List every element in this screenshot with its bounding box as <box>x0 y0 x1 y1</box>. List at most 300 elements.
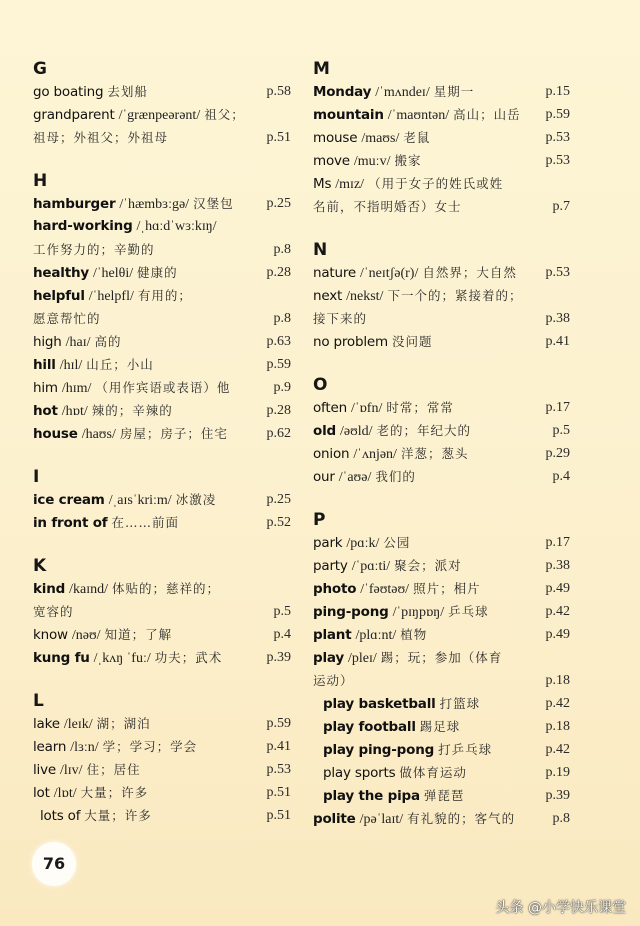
glossary-entry <box>33 488 291 511</box>
page-reference: p.18 <box>545 719 570 734</box>
entry-line <box>33 376 291 399</box>
section-gap <box>33 445 291 466</box>
chinese-meaning: 没问题 <box>391 334 433 349</box>
section-gap <box>33 669 291 690</box>
entry-line <box>313 442 570 465</box>
glossary-entry <box>313 600 570 623</box>
headword: hamburger <box>33 196 116 212</box>
entry-line-continued <box>313 307 570 330</box>
headword: house <box>33 426 78 442</box>
page-reference: p.53 <box>545 265 570 280</box>
chinese-meaning: 搬家 <box>394 153 422 168</box>
entry-line <box>313 149 570 172</box>
page-reference: p.51 <box>266 785 291 800</box>
glossary-entry <box>313 330 570 353</box>
page-reference: p.39 <box>545 788 570 803</box>
phonetic: /pɑːk/ <box>346 536 380 551</box>
entry-line <box>313 396 570 419</box>
headword: lot <box>33 785 50 801</box>
chinese-meaning: 冰激凌 <box>175 492 217 507</box>
page-reference: p.28 <box>266 403 291 418</box>
page-reference: p.8 <box>273 311 291 326</box>
glossary-entry <box>33 781 291 804</box>
section-letter: I <box>33 467 40 487</box>
glossary-entry <box>313 284 570 330</box>
entry-line <box>33 422 291 445</box>
chinese-meaning: 住；居住 <box>86 762 141 777</box>
page-number-badge: 76 <box>32 842 76 886</box>
letter-section-m <box>313 58 570 218</box>
chinese-meaning: 踢足球 <box>419 719 461 734</box>
headword: ice cream <box>33 492 105 508</box>
chinese-meaning: 公园 <box>383 535 411 550</box>
glossary-entry <box>313 442 570 465</box>
glossary-entry <box>313 531 570 554</box>
chinese-meaning: 星期一 <box>433 84 475 99</box>
page-reference: p.4 <box>552 469 570 484</box>
section-letter: K <box>33 556 47 576</box>
glossary-entry <box>313 761 570 784</box>
phonetic: /ˈɒfn/ <box>350 401 383 416</box>
chinese-meaning: 祖父； <box>204 107 245 122</box>
section-gap <box>33 534 291 555</box>
phonetic: /ˈmaʊntən/ <box>387 108 450 123</box>
chinese-meaning: 山丘；小山 <box>86 357 154 372</box>
chinese-meaning-continued: 宽容的 <box>33 604 74 619</box>
glossary-entry <box>33 103 291 149</box>
entry-line <box>313 261 570 284</box>
phonetic: /nekst/ <box>346 289 384 304</box>
page-reference: p.25 <box>266 492 291 507</box>
phonetic: /ˌaɪsˈkriːm/ <box>108 493 172 508</box>
phonetic: /ˌhɑːdˈwɜːkɪŋ/ <box>136 219 217 234</box>
glossary-entry <box>313 103 570 126</box>
phonetic: /ˈfəʊtəʊ/ <box>360 582 410 597</box>
headword: kung fu <box>33 650 90 666</box>
glossary-entry <box>313 465 570 488</box>
glossary-entry <box>313 80 570 103</box>
headword: him <box>33 380 58 396</box>
phonetic: /haɪ/ <box>65 335 91 350</box>
glossary-entry <box>313 692 570 715</box>
chinese-meaning: 洋葱；葱头 <box>400 446 469 461</box>
right-column <box>313 58 570 830</box>
chinese-meaning: 老鼠 <box>403 130 431 145</box>
chinese-meaning: 植物 <box>400 627 428 642</box>
glossary-entry <box>33 399 291 422</box>
entry-line <box>313 738 570 761</box>
entry-line <box>313 284 570 307</box>
entry-line <box>313 554 570 577</box>
section-letter: H <box>33 171 48 191</box>
chinese-meaning: 功夫；武术 <box>154 650 223 665</box>
entry-line <box>33 80 291 103</box>
entry-line <box>313 330 570 353</box>
section-gap <box>313 218 570 239</box>
phonetic: /ˈhæmbɜːgə/ <box>119 197 190 212</box>
section-letter: N <box>313 240 328 260</box>
headword: play football <box>323 719 416 735</box>
entry-line-continued <box>33 307 291 330</box>
page-reference: p.5 <box>273 604 291 619</box>
entry-line <box>313 692 570 715</box>
chinese-meaning: 聚会；派对 <box>394 558 462 573</box>
chinese-meaning: 有礼貌的；客气的 <box>407 811 516 826</box>
glossary-entry <box>313 623 570 646</box>
glossary-entry <box>33 577 291 623</box>
page-reference: p.41 <box>266 739 291 754</box>
page-reference: p.53 <box>266 762 291 777</box>
page-reference: p.28 <box>266 265 291 280</box>
entry-line <box>313 80 570 103</box>
glossary-entry <box>33 376 291 399</box>
entry-line-continued <box>33 238 291 261</box>
entry-line <box>313 761 570 784</box>
page-reference: p.59 <box>266 716 291 731</box>
entry-line <box>33 261 291 284</box>
chinese-meaning: 高山；山岳 <box>453 107 521 122</box>
phonetic: /ˈneɪtʃə(r)/ <box>360 266 419 281</box>
glossary-entry <box>313 784 570 807</box>
glossary-entry <box>313 149 570 172</box>
watermark: 头条 @小学快乐课堂 <box>495 900 626 916</box>
phonetic: /hɒt/ <box>61 404 88 419</box>
page-reference: p.53 <box>545 130 570 145</box>
entry-line <box>33 758 291 781</box>
glossary-entry <box>33 330 291 353</box>
page-reference: p.42 <box>545 742 570 757</box>
entry-line <box>313 126 570 149</box>
section-letter: P <box>313 510 326 530</box>
page-reference: p.58 <box>266 84 291 99</box>
glossary-entry <box>33 646 291 669</box>
headword: Ms <box>313 176 332 192</box>
page-reference: p.62 <box>266 426 291 441</box>
chinese-meaning: 健康的 <box>137 265 178 280</box>
page-reference: p.49 <box>545 581 570 596</box>
page-reference: p.17 <box>545 535 570 550</box>
entry-line <box>33 781 291 804</box>
glossary-entry <box>313 554 570 577</box>
entry-line <box>313 784 570 807</box>
left-column <box>33 58 291 827</box>
chinese-meaning-continued: 名前，不指明婚否）女士 <box>313 199 462 214</box>
page-reference: p.41 <box>545 334 570 349</box>
headword: hill <box>33 357 56 373</box>
chinese-meaning-continued: 接下来的 <box>313 311 368 326</box>
chinese-meaning: 弹琵琶 <box>423 788 465 803</box>
chinese-meaning: 大量；许多 <box>84 808 152 823</box>
glossary-entry <box>313 646 570 692</box>
headword: our <box>313 469 335 485</box>
phonetic: /lɜːn/ <box>70 740 99 755</box>
chinese-meaning: 打乒乓球 <box>438 742 493 757</box>
chinese-meaning: 乒乓球 <box>448 604 489 619</box>
glossary-entry <box>33 712 291 735</box>
headword: plant <box>313 627 352 643</box>
headword: polite <box>313 811 356 827</box>
letter-section-g <box>33 58 291 149</box>
chinese-meaning: 老的；年纪大的 <box>376 423 472 438</box>
entry-line <box>313 419 570 442</box>
chinese-meaning-continued: 祖母；外祖父；外祖母 <box>33 130 169 145</box>
glossary-entry <box>313 419 570 442</box>
headword: play the pipa <box>323 788 420 804</box>
glossary-entry <box>313 172 570 218</box>
entry-line <box>33 192 291 215</box>
entry-line <box>33 577 291 600</box>
letter-section-n <box>313 239 570 353</box>
chinese-meaning: 下一个的；紧接着的； <box>387 288 523 303</box>
glossary-entry <box>33 804 291 827</box>
section-gap <box>313 353 570 374</box>
letter-section-k <box>33 555 291 669</box>
headword: play <box>313 650 344 666</box>
headword: know <box>33 627 68 643</box>
chinese-meaning: 湖；湖泊 <box>96 716 151 731</box>
headword: hot <box>33 403 58 419</box>
headword: lake <box>33 716 60 732</box>
chinese-meaning-continued: 运动） <box>313 673 354 688</box>
chinese-meaning-continued: 愿意帮忙的 <box>33 311 101 326</box>
phonetic: /ˈaʊə/ <box>338 470 372 485</box>
page-reference: p.29 <box>545 446 570 461</box>
page-reference: p.59 <box>545 107 570 122</box>
headword: next <box>313 288 343 304</box>
section-gap <box>33 149 291 170</box>
page-reference: p.17 <box>545 400 570 415</box>
page-reference: p.8 <box>552 811 570 826</box>
section-letter: O <box>313 375 328 395</box>
letter-section-i <box>33 466 291 534</box>
entry-line <box>313 577 570 600</box>
entry-line <box>33 646 291 669</box>
page-reference: p.15 <box>545 84 570 99</box>
glossary-entry <box>33 758 291 781</box>
chinese-meaning: 汉堡包 <box>193 196 234 211</box>
page-reference: p.49 <box>545 627 570 642</box>
page-reference: p.25 <box>266 196 291 211</box>
headword: play basketball <box>323 696 436 712</box>
entry-line <box>313 465 570 488</box>
chinese-meaning-continued: 工作努力的；辛勤的 <box>33 242 155 257</box>
glossary-entry <box>33 192 291 215</box>
chinese-meaning: 体贴的；慈祥的； <box>111 581 220 596</box>
headword: grandparent <box>33 107 115 123</box>
entry-line <box>33 804 291 827</box>
chinese-meaning: 做体育运动 <box>399 765 467 780</box>
phonetic: /hɪl/ <box>59 358 83 373</box>
phonetic: /plɑːnt/ <box>355 628 397 643</box>
section-gap <box>313 488 570 509</box>
phonetic: /ˈhelθi/ <box>92 266 134 281</box>
entry-line <box>33 284 291 307</box>
page-reference: p.63 <box>266 334 291 349</box>
headword: mountain <box>313 107 384 123</box>
headword: old <box>313 423 336 439</box>
phonetic: /əʊld/ <box>339 424 373 439</box>
headword: lots of <box>40 808 81 824</box>
phonetic: /ˈmʌndeɪ/ <box>375 85 430 100</box>
entry-line <box>33 735 291 758</box>
page-reference: p.5 <box>552 423 570 438</box>
page-reference: p.42 <box>545 696 570 711</box>
chinese-meaning: 去划船 <box>107 84 148 99</box>
entry-line-continued <box>313 195 570 218</box>
phonetic: /ˈʌnjən/ <box>353 447 397 462</box>
chinese-meaning: 辣的；辛辣的 <box>91 403 173 418</box>
chinese-meaning: 自然界；大自然 <box>422 265 517 280</box>
page-reference: p.18 <box>545 673 570 688</box>
page-reference: p.8 <box>273 242 291 257</box>
glossary-entry <box>313 261 570 284</box>
headword: party <box>313 558 348 574</box>
page-reference: p.9 <box>273 380 291 395</box>
headword: no problem <box>313 334 388 350</box>
headword: move <box>313 153 350 169</box>
page-reference: p.52 <box>266 515 291 530</box>
letter-section-p <box>313 509 570 830</box>
letter-section-l <box>33 690 291 827</box>
page-reference: p.53 <box>545 153 570 168</box>
chinese-meaning: 踢；玩；参加（体育 <box>380 650 503 665</box>
page-reference: p.38 <box>545 311 570 326</box>
page-reference: p.4 <box>273 627 291 642</box>
chinese-meaning: 我们的 <box>375 469 416 484</box>
entry-line <box>33 488 291 511</box>
entry-line <box>33 712 291 735</box>
phonetic: /lɒt/ <box>53 786 77 801</box>
phonetic: /pleɪ/ <box>348 651 377 666</box>
headword: park <box>313 535 343 551</box>
headword: go boating <box>33 84 104 100</box>
entry-line <box>313 103 570 126</box>
entry-line <box>313 531 570 554</box>
entry-line-continued <box>33 126 291 149</box>
entry-line-continued <box>33 600 291 623</box>
phonetic: /lɪv/ <box>60 763 83 778</box>
entry-line <box>313 646 570 669</box>
glossary-entry <box>33 80 291 103</box>
page-reference: p.51 <box>266 808 291 823</box>
phonetic: /muːv/ <box>353 154 391 169</box>
entry-line <box>313 623 570 646</box>
headword: mouse <box>313 130 358 146</box>
entry-line <box>33 330 291 353</box>
headword: in front of <box>33 515 108 531</box>
headword: Monday <box>313 84 372 100</box>
phonetic: /ˌkʌŋ ˈfuː/ <box>93 651 151 666</box>
entry-line <box>313 172 570 195</box>
chinese-meaning: （用于女子的姓氏或姓 <box>368 176 504 191</box>
phonetic: /nəʊ/ <box>71 628 101 643</box>
chinese-meaning: 学；学习；学会 <box>102 739 198 754</box>
entry-line <box>313 600 570 623</box>
entry-line <box>33 511 291 534</box>
glossary-entry <box>33 422 291 445</box>
phonetic: /maʊs/ <box>361 131 400 146</box>
chinese-meaning: 打篮球 <box>439 696 481 711</box>
glossary-entry <box>313 126 570 149</box>
entry-line <box>313 715 570 738</box>
chinese-meaning: 房屋；房子；住宅 <box>119 426 228 441</box>
glossary-entry <box>33 735 291 758</box>
glossary-entry <box>313 738 570 761</box>
entry-line <box>313 807 570 830</box>
glossary-entry <box>33 511 291 534</box>
chinese-meaning: 时常；常常 <box>386 400 454 415</box>
glossary-entry <box>33 353 291 376</box>
headword: nature <box>313 265 357 281</box>
headword: play ping-pong <box>323 742 435 758</box>
glossary-entry <box>313 396 570 419</box>
glossary-entry <box>313 715 570 738</box>
page-reference: p.19 <box>545 765 570 780</box>
entry-line <box>33 103 291 126</box>
headword: photo <box>313 581 357 597</box>
section-letter: G <box>33 59 47 79</box>
headword: often <box>313 400 347 416</box>
glossary-entry <box>313 577 570 600</box>
entry-line <box>33 623 291 646</box>
page-reference: p.42 <box>545 604 570 619</box>
phonetic: /ˈgrænpeərənt/ <box>118 108 201 123</box>
chinese-meaning: 大量；许多 <box>80 785 149 800</box>
chinese-meaning: 照片；相片 <box>413 581 481 596</box>
headword: onion <box>313 446 350 462</box>
phonetic: /kaɪnd/ <box>69 582 108 597</box>
headword: helpful <box>33 288 85 304</box>
headword: kind <box>33 581 66 597</box>
phonetic: /pəˈlaɪt/ <box>359 812 404 827</box>
glossary-entry <box>33 261 291 284</box>
phonetic: /ˈhelpfl/ <box>88 289 134 304</box>
chinese-meaning: 有用的； <box>137 288 192 303</box>
entry-line-continued <box>313 669 570 692</box>
chinese-meaning: 知道；了解 <box>104 627 173 642</box>
glossary-entry <box>33 215 291 261</box>
chinese-meaning: 在……前面 <box>111 515 179 530</box>
headword: live <box>33 762 56 778</box>
headword: learn <box>33 739 67 755</box>
phonetic: /leɪk/ <box>63 717 93 732</box>
entry-line <box>33 399 291 422</box>
chinese-meaning: 高的 <box>94 334 122 349</box>
headword: play sports <box>323 765 396 781</box>
glossary-entry <box>33 284 291 330</box>
headword: healthy <box>33 265 89 281</box>
phonetic: /ˈpɪŋpɒŋ/ <box>392 605 445 620</box>
glossary-entry <box>33 623 291 646</box>
letter-section-o <box>313 374 570 488</box>
phonetic: /haʊs/ <box>81 427 116 442</box>
glossary-entry <box>313 807 570 830</box>
section-letter: L <box>33 691 44 711</box>
section-letter: M <box>313 59 330 79</box>
headword: hard-working <box>33 218 133 234</box>
phonetic: /hɪm/ <box>61 381 92 396</box>
page-reference: p.39 <box>266 650 291 665</box>
page-reference: p.51 <box>266 130 291 145</box>
page-reference: p.59 <box>266 357 291 372</box>
chinese-meaning: （用作宾语或表语）他 <box>95 380 231 395</box>
page-reference: p.7 <box>552 199 570 214</box>
entry-line <box>33 353 291 376</box>
phonetic: /mɪz/ <box>335 177 365 192</box>
phonetic: /ˈpɑːti/ <box>351 559 391 574</box>
headword: high <box>33 334 62 350</box>
entry-line <box>33 215 291 238</box>
